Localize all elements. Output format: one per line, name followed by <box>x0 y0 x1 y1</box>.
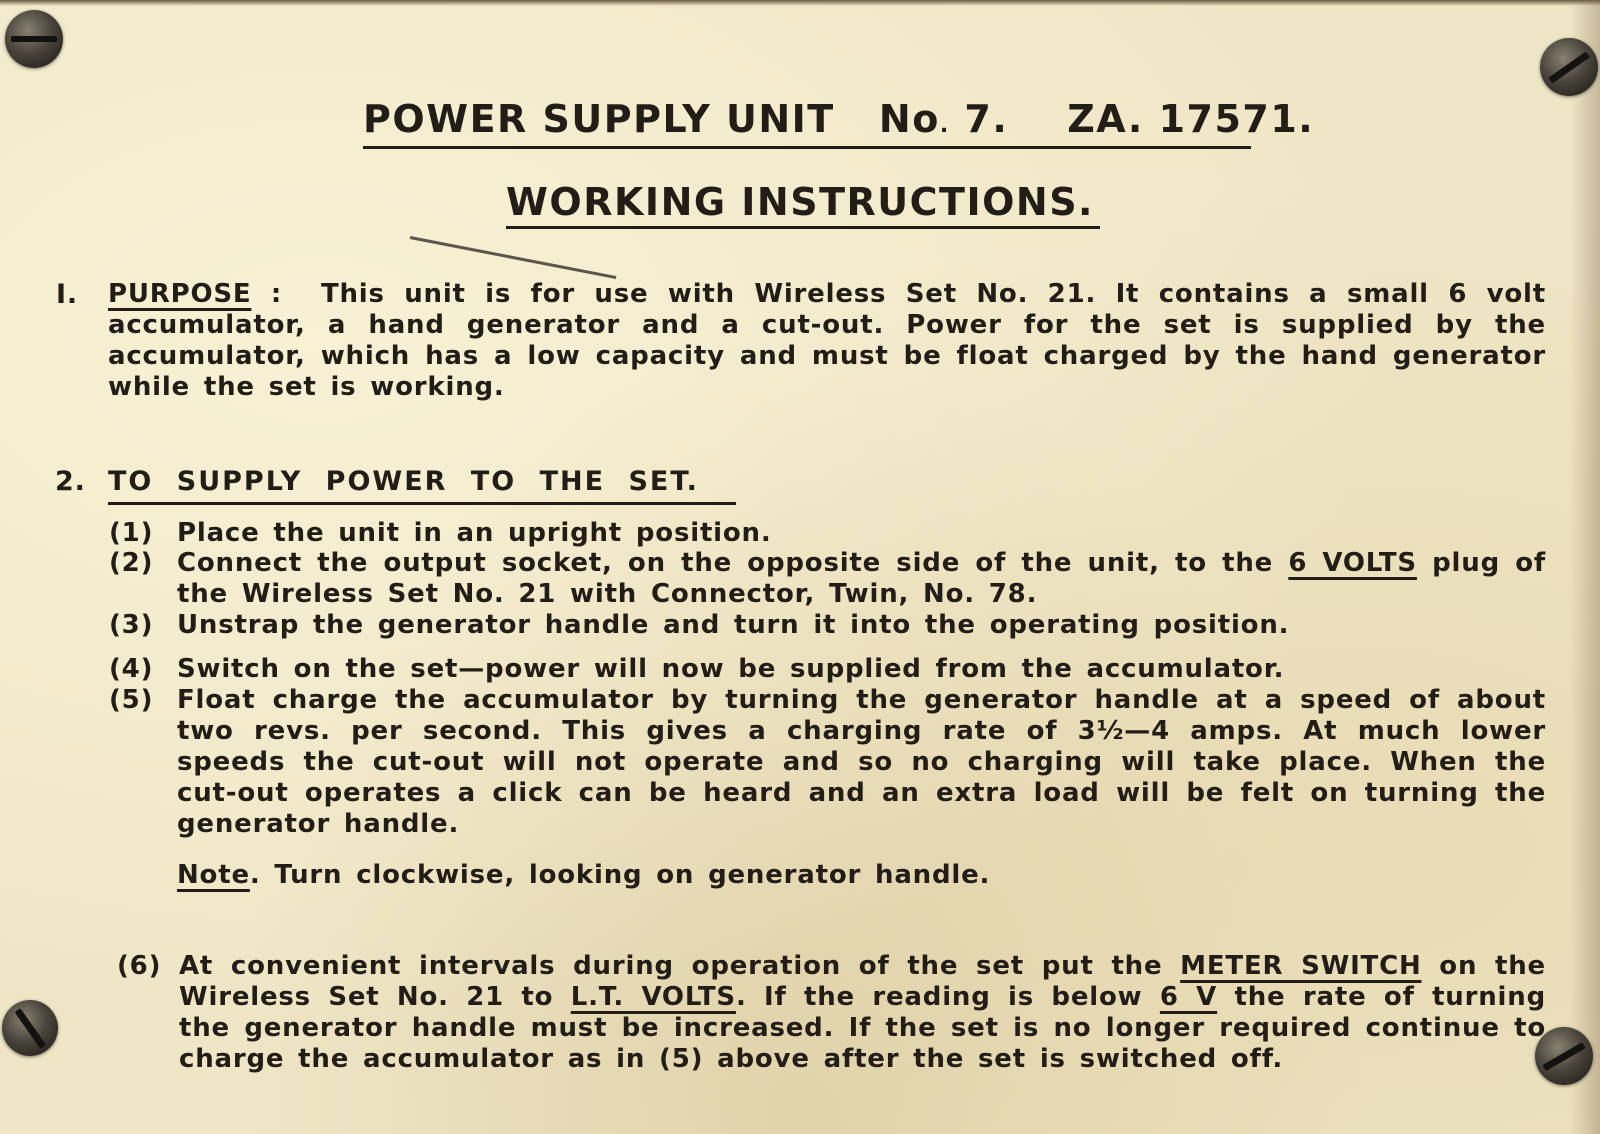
item-text: Unstrap the generator handle and turn it into the operating position. <box>177 610 1290 640</box>
six-v-label: 6 V <box>1159 982 1218 1012</box>
plate-title <box>363 95 1314 150</box>
six-volts-label: 6 VOLTS <box>1288 548 1417 578</box>
note-text: . Turn clockwise, looking on generator handle. <box>249 860 991 890</box>
unit-number-dot: . <box>939 113 950 138</box>
meter-switch-label: METER SWITCH <box>1180 951 1422 981</box>
item-number: (2) <box>109 548 154 578</box>
item-text-part: . If the reading is below <box>735 982 1143 1012</box>
unit-number <box>879 97 1008 141</box>
item-text-part: At convenient intervals during operation of the set put the <box>179 951 1163 981</box>
item-text-part: the rate of turning the generator handle must be increased. If the set is no longer required continue to charge the accumulator as in (5) above after the set is switched off. <box>179 982 1546 1074</box>
section-1-paragraph <box>108 279 1546 403</box>
list-item <box>109 654 1546 685</box>
list-item <box>109 610 1546 641</box>
lt-volts-label: L.T. VOLTS <box>570 982 736 1012</box>
reference-number: ZA. 17571. <box>1067 97 1315 141</box>
item-number: (6) <box>117 951 162 981</box>
scratch-mark <box>410 236 617 279</box>
section-2-number: 2. <box>55 466 86 497</box>
unit-number-prefix: No <box>878 97 940 141</box>
list-item <box>109 548 1546 610</box>
section-1-colon: : <box>270 279 283 309</box>
screw-icon <box>5 10 63 68</box>
item-text-part: plug of the Wireless Set No. 21 with Connector, Twin, No. 78. <box>177 548 1546 609</box>
plate-subtitle: WORKING INSTRUCTIONS. <box>506 180 1094 224</box>
item-text: Place the unit in an upright position. <box>177 518 772 548</box>
note <box>177 860 990 891</box>
list-item <box>109 518 1546 549</box>
item-number: (4) <box>109 654 154 684</box>
section-1-heading: PURPOSE <box>108 279 252 309</box>
section-1-number: I. <box>56 279 78 310</box>
title-text: POWER SUPPLY UNIT <box>363 97 835 141</box>
list-item <box>117 951 1546 1075</box>
item-text <box>177 548 1546 610</box>
section-1-text: This unit is for use with Wireless Set No. 21. It contains a small 6 volt accumulator, a hand generator and a cut-out. Power for the set is supplied by the accumulator, which has a low capacity and must be float charged by the hand generator while the set is working. <box>108 279 1546 402</box>
title-underline <box>363 146 1251 149</box>
list-item <box>109 685 1546 840</box>
item-text-part: on the Wireless Set No. 21 to <box>179 951 1546 1012</box>
item-number: (1) <box>109 518 154 548</box>
subtitle-underline <box>506 226 1100 229</box>
item-text: Float charge the accumulator by turning the generator handle at a speed of about two revs. per second. This gives a charging rate of 3½—4 amps. At much lower speeds the cut-out will not operate and so no charging will take place. When the cut-out operates a click can be heard and an extra load will be felt on turning the generator handle. <box>177 685 1546 839</box>
item-text: Switch on the set—power will now be supplied from the accumulator. <box>177 654 1285 684</box>
note-label: Note <box>177 860 250 890</box>
section-2-underline <box>108 502 736 505</box>
item-number: (5) <box>109 685 154 715</box>
plate-right-edge <box>1570 0 1600 1134</box>
item-text <box>179 951 1546 1075</box>
screw-icon <box>1540 38 1598 96</box>
item-text-part: Connect the output socket, on the opposite side of the unit, to the <box>177 548 1274 578</box>
item-number: (3) <box>109 610 154 640</box>
section-2-heading: TO SUPPLY POWER TO THE SET. <box>108 466 699 497</box>
unit-number-value: 7. <box>964 97 1009 141</box>
screw-icon <box>2 1000 58 1056</box>
plate-top-edge <box>0 0 1600 6</box>
